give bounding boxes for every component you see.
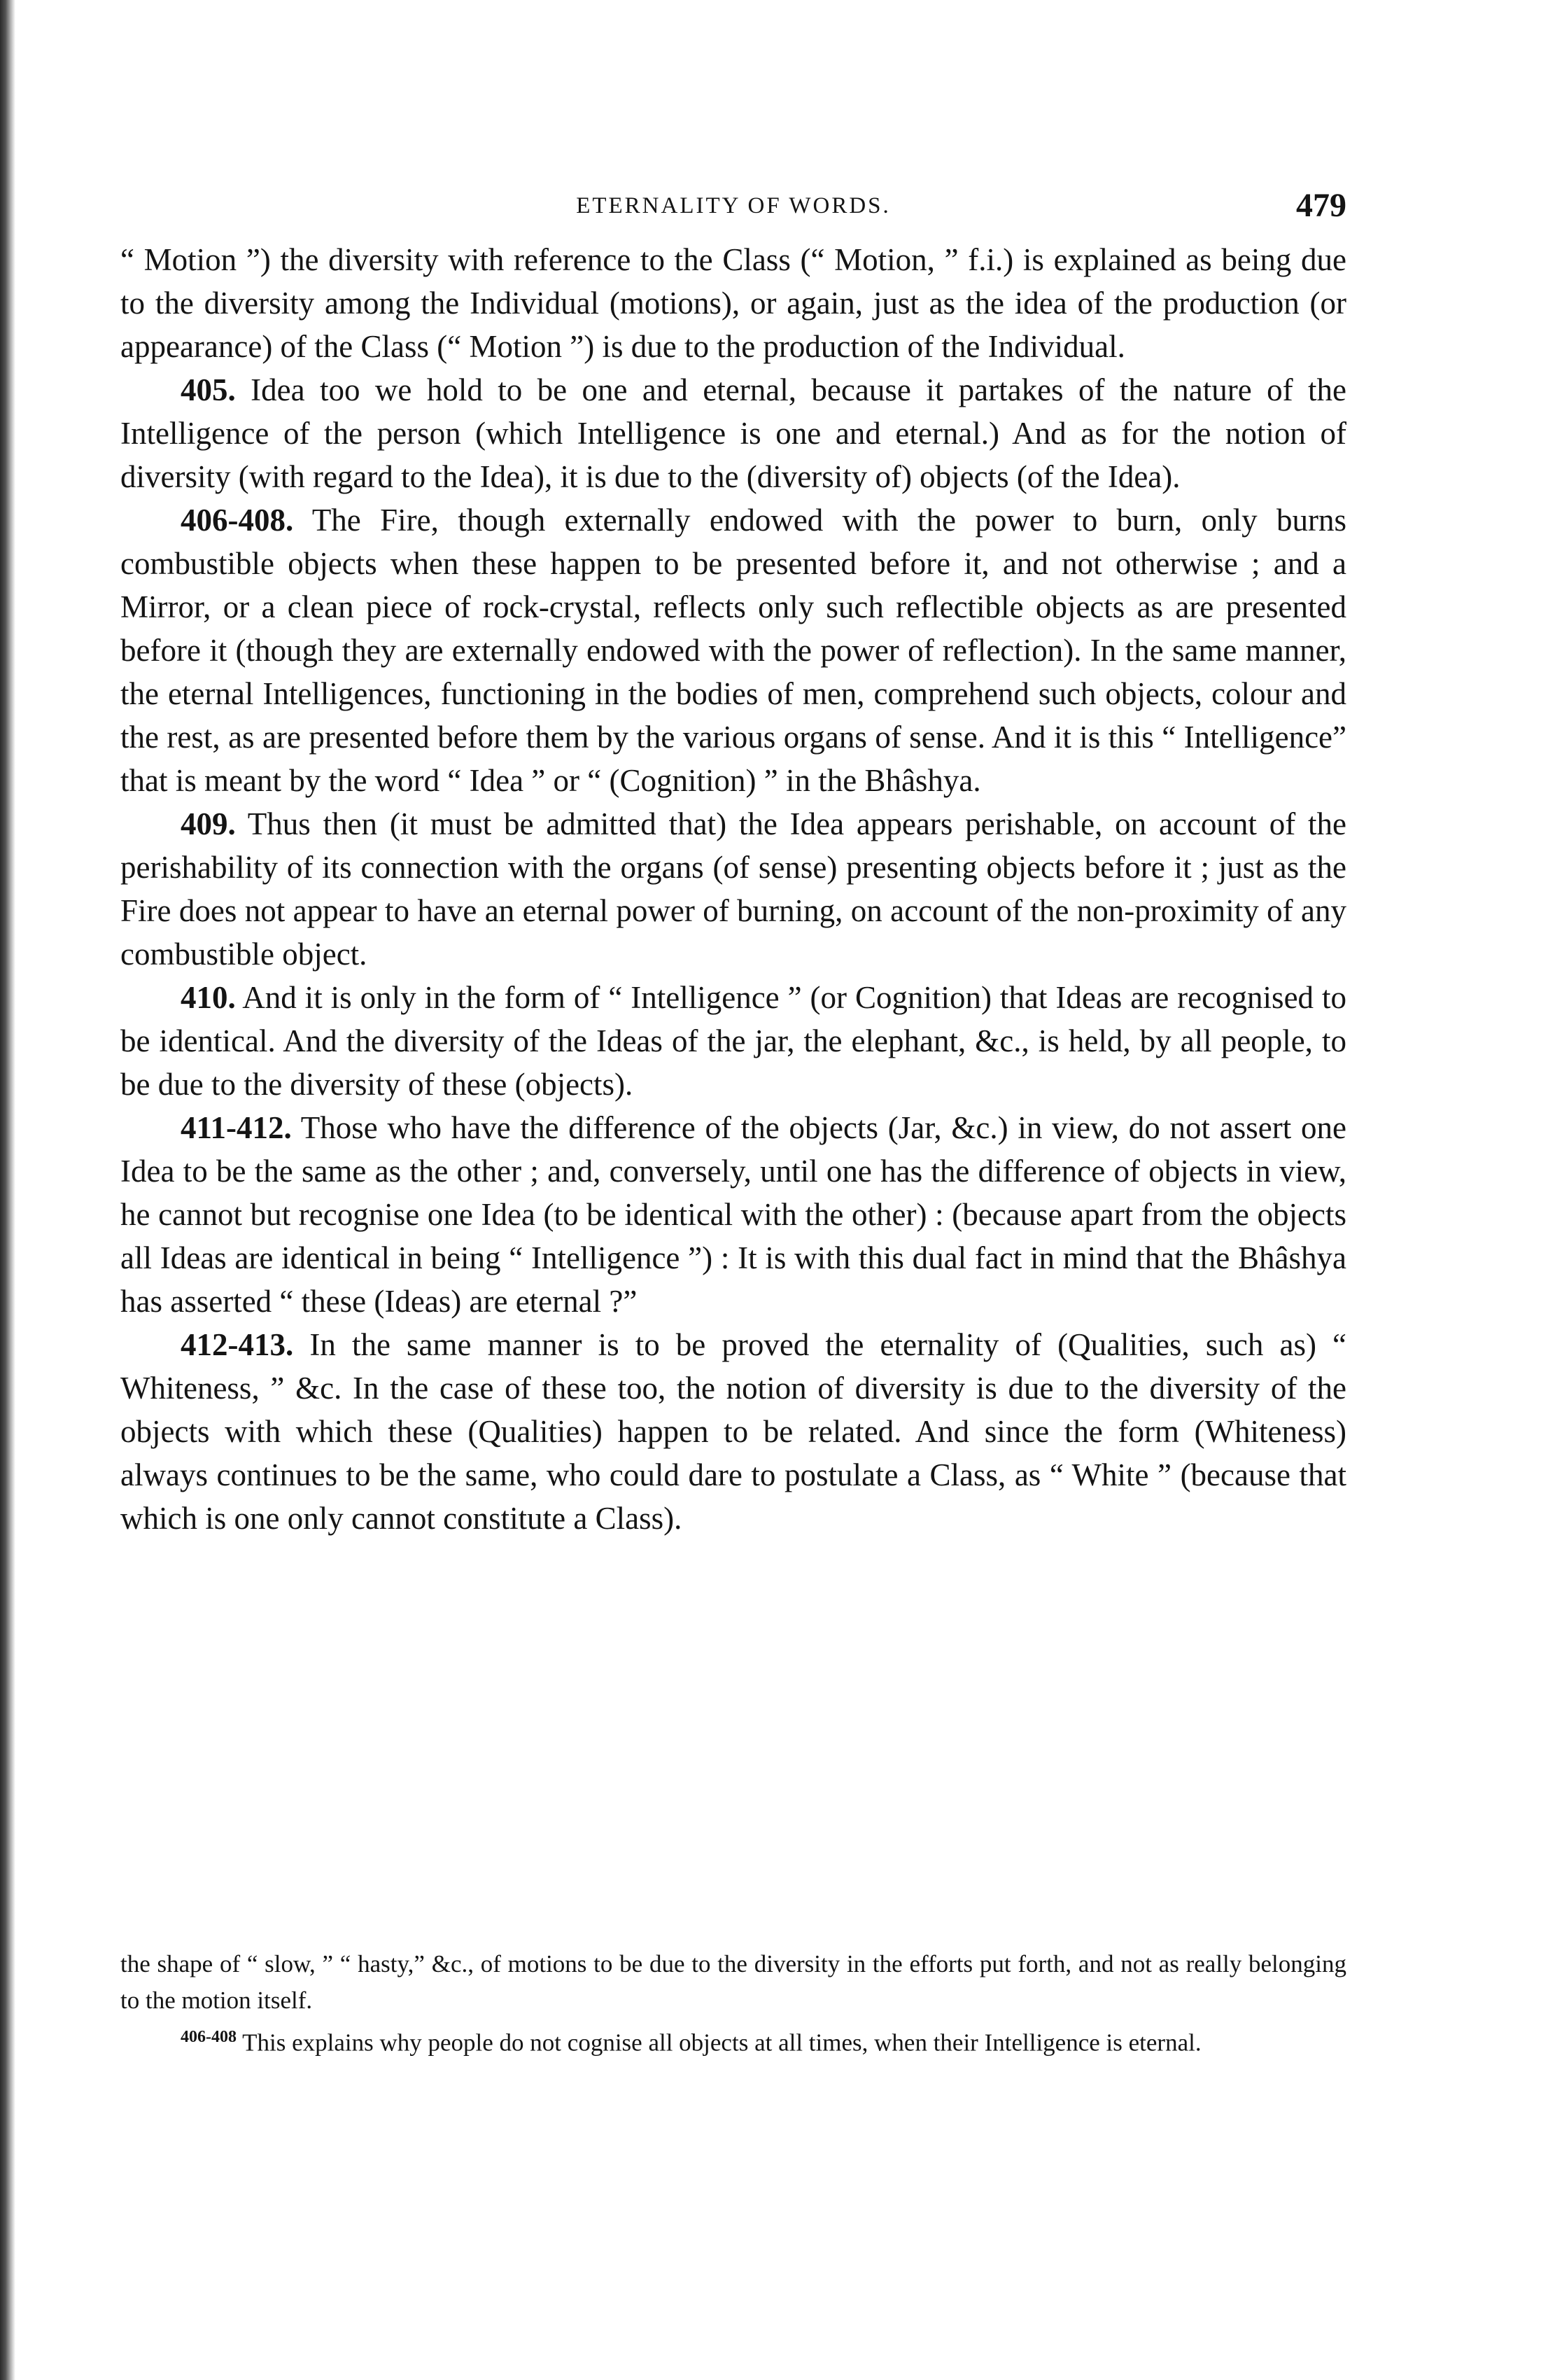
footnote-text: This explains why people do not cognise all objects at all times, when their Intelligence is eternal. — [242, 2029, 1202, 2057]
paragraph-text: Idea too we hold to be one and eternal, because it partakes of the nature of the Intelligence of the person (which Intelligence is one and eternal.) And as for the notion of diversity (with regard to the Idea), it is due to the (diversity of) objects (of the Idea). — [120, 372, 1346, 494]
paragraph-406-408 — [120, 498, 1346, 802]
paragraph-411-412 — [120, 1106, 1346, 1323]
running-head — [120, 186, 1346, 235]
page-number: 479 — [1296, 187, 1346, 224]
paragraph-412-413 — [120, 1323, 1346, 1540]
paragraph-continued — [120, 238, 1346, 368]
footnote-number: 406-408 — [181, 2028, 237, 2046]
footnote-continued — [120, 1946, 1346, 2019]
paragraph-text: In the same manner is to be proved the eternality of (Qualities, such as) “ Whiteness, ” &c. In the case of these too, the notion of diversity is due to the diversity of the objects with which these (Qualities) happen to be related. And since the form (Whiteness) always continues to be the same, who could dare to postulate a Class, as “ White ” (because that which is one only cannot constitute a Class). — [120, 1327, 1347, 1536]
running-title: ETERNALITY OF WORDS. — [576, 193, 891, 218]
paragraph-number: 410. — [181, 980, 236, 1015]
footnote-406-408 — [120, 2019, 1346, 2062]
paragraph-410 — [120, 976, 1346, 1106]
footnote-text: the shape of “ slow, ” “ hasty,” &c., of motions to be due to the diversity in the efforts put forth, and not as really belonging to the motion itself. — [120, 1950, 1346, 2014]
paragraph-number: 405. — [181, 372, 236, 407]
paragraph-number: 406-408. — [181, 503, 294, 538]
paragraph-number: 412-413. — [181, 1327, 294, 1362]
paragraph-405 — [120, 368, 1346, 498]
paragraph-text: And it is only in the form of “ Intelligence ” (or Cognition) that Ideas are recognised to be identical. And the diversity of the Ideas of the jar, the elephant, &c., is held, by all people, to be due to the diversity of these (objects). — [120, 980, 1346, 1102]
paragraph-number: 411-412. — [181, 1110, 292, 1145]
paragraph-number: 409. — [181, 806, 236, 841]
footnotes — [120, 1946, 1346, 2062]
paragraph-409 — [120, 802, 1346, 976]
paragraph-text: Thus then (it must be admitted that) the Idea appears perishable, on account of the perishability of its connection with the organs (of sense) presenting objects before it ; just as the Fire does not appear to have an eternal power of burning, on account of the non-proximity of any combustible object. — [120, 806, 1346, 972]
page-binding-edge — [0, 0, 15, 2380]
main-text — [120, 238, 1346, 1540]
paragraph-text: “ Motion ”) the diversity with reference to the Class (“ Motion, ” f.i.) is explained as being due to the diversity among the Individual (motions), or again, just as the idea of the production (or appearance) of the Class (“ Motion ”) is due to the production of the Individual. — [120, 242, 1346, 364]
paragraph-text: Those who have the difference of the objects (Jar, &c.) in view, do not assert one Idea to be the same as the other ; and, conversely, until one has the difference of objects in view, he cannot but recognise one Idea (to be identical with the other) : (because apart from the objects all Ideas are identical in being “ Intelligence ”) : It is with this dual fact in mind that the Bhâshya has asserted “ these (Ideas) are eternal ?” — [120, 1110, 1346, 1319]
paragraph-text: The Fire, though externally endowed with the power to burn, only burns combustible objects when these happen to be presented before it, and not otherwise ; and a Mirror, or a clean piece of rock-crystal, reflects only such reflectible objects as are presented before it (though they are externally endowed with the power of reflection). In the same manner, the eternal Intelligences, functioning in the bodies of men, comprehend such objects, colour and the rest, as are presented before them by the various organs of sense. And it is this “ Intelligence” that is meant by the word “ Idea ” or “ (Cognition) ” in the Bhâshya. — [120, 503, 1347, 798]
